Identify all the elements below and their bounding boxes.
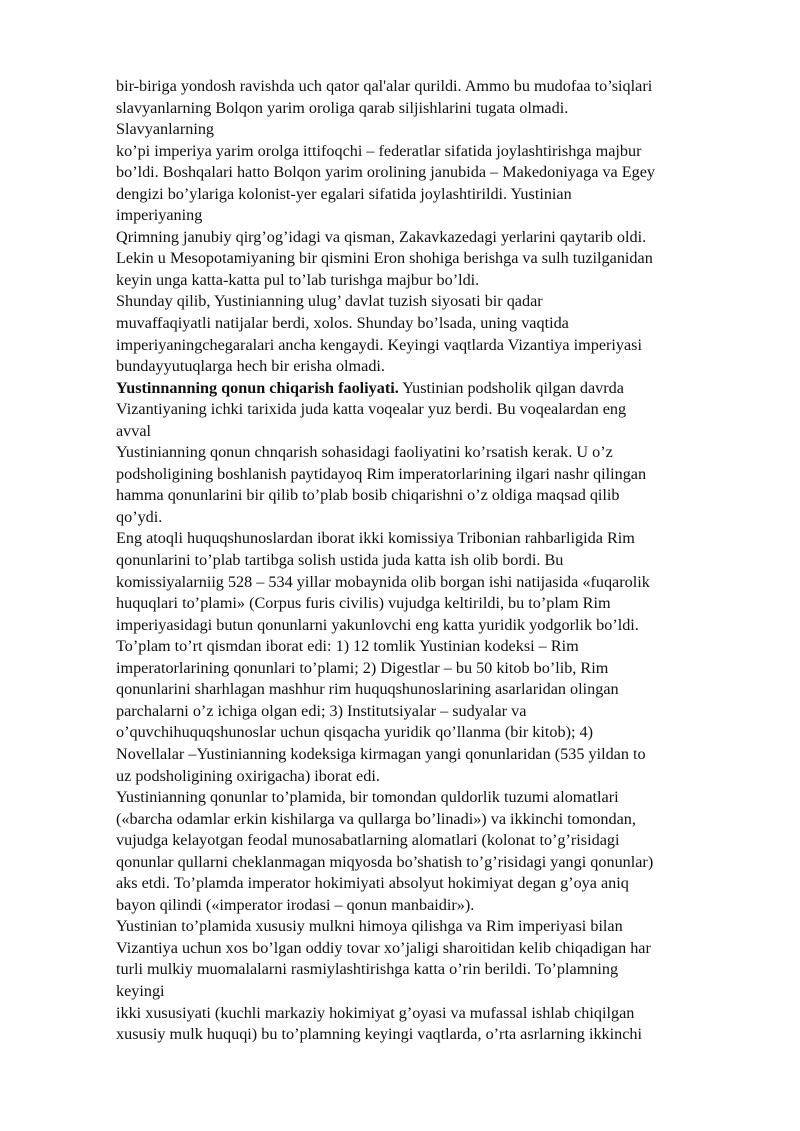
text-line: bundayyutuqlarga hech bir erisha olmadi. <box>116 357 385 376</box>
text-line: qonunlar qullarni cheklanmagan miqyosda bo’shatish to’g’risidagi yangi qonunlar) <box>116 852 654 871</box>
text-line: Novellalar –Yustinianning kodeksiga kirmagan yangi qonunlaridan (535 yildan to <box>116 744 646 763</box>
text-line: parchalarni o’z ichiga olgan edi; 3) Institutsiyalar – sudyalar va <box>116 701 527 720</box>
text-line: dengizi bo’ylariga kolonist-yer egalari sifatida joylashtirildi. Yustinian <box>116 184 572 203</box>
text-line: imperiyaningchegaralari ancha kengaydi. Keyingi vaqtlarda Vizantiya imperiyasi <box>116 335 642 354</box>
text-line: keyingi <box>116 981 165 1000</box>
text-line: Eng atoqli huquqshunoslardan iborat ikki komissiya Tribonian rahbarligida Rim <box>116 529 635 548</box>
text-line: aks etdi. To’plamda imperator hokimiyati absolyut hokimiyat degan g’oya aniq <box>116 874 629 893</box>
text-line: Lekin u Mesopotamiyaning bir qismini Eron shohiga berishga va sulh tuzilganidan <box>116 249 653 268</box>
text-line: huquqlari to’plami» (Corpus furis civilis) vujudga keltirildi, bu to’plam Rim <box>116 594 611 613</box>
text-line: («barcha odamlar erkin kishilarga va qullarga bo’linadi») va ikkinchi tomondan, <box>116 809 636 828</box>
text-line: komissiyalarniig 528 – 534 yillar mobaynida olib borgan ishi natijasida «fuqarolik <box>116 572 650 591</box>
text-line: turli mulkiy muomalalarni rasmiylashtirishga katta o’rin berildi. To’plamning <box>116 960 619 979</box>
text-line: Yustinianning qonun chnqarish sohasidagi faoliyatini ko’rsatish kerak. U o’z <box>116 443 613 462</box>
text-line: avval <box>116 421 152 440</box>
text-line: imperatorlarining qonunlari to’plami; 2) Digestlar – bu 50 kitob bo’lib, Rim <box>116 658 609 677</box>
text-segment: Yustinian podsholik qilgan davrda <box>398 378 624 397</box>
text-line: keyin unga katta-katta pul to’lab turishga majbur bo’ldi. <box>116 270 480 289</box>
text-line: podsholigining boshlanish paytidayoq Rim imperatorlarining ilgari nashr qilingan <box>116 464 647 483</box>
text-line <box>116 378 746 400</box>
text-line: Shunday qilib, Yustinianning ulug’ davlat tuzish siyosati bir qadar <box>116 292 543 311</box>
text-line: Vizantiya uchun xos bo’lgan oddiy tovar xo’jaligi sharoitidan kelib chiqadigan har <box>116 938 651 957</box>
text-line: qo’ydi. <box>116 507 163 526</box>
text-line: muvaffaqiyatli natijalar berdi, xolos. Shunday bo’lsada, uning vaqtida <box>116 314 569 333</box>
text-line: slavyanlarning Bolqon yarim oroliga qarab siljishlarini tugata olmadi. <box>116 98 569 117</box>
text-line: ko’pi imperiya yarim orolga ittifoqchi – federatlar sifatida joylashtirishga majbur <box>116 141 642 160</box>
text-line: ikki xususiyati (kuchli markaziy hokimiyat g’oyasi va mufassal ishlab chiqilgan <box>116 1003 635 1022</box>
text-line: hamma qonunlarini bir qilib to’plab bosib chiqarishni o’z oldiga maqsad qilib <box>116 486 620 505</box>
text-line: To’plam to’rt qismdan iborat edi: 1) 12 tomlik Yustinian kodeksi – Rim <box>116 637 579 656</box>
text-line: Yustinianning qonunlar to’plamida, bir tomondan quldorlik tuzumi alomatlari <box>116 788 619 807</box>
document-page <box>116 76 746 1046</box>
text-line: o’quvchihuquqshunoslar uchun qisqacha yuridik qo’llanma (bir kitob); 4) <box>116 723 593 742</box>
section-heading: Yustinnanning qonun chiqarish faoliyati. <box>116 378 399 397</box>
text-line: qonunlarini to’plab tartibga solish ustida juda katta ish olib bordi. Bu <box>116 551 564 570</box>
text-line: Slavyanlarning <box>116 120 215 139</box>
text-line: bo’ldi. Boshqalari hatto Bolqon yarim orolining janubida – Makedoniyaga va Egey <box>116 163 656 182</box>
text-line: xususiy mulk huquqi) bu to’plamning keyingi vaqtlarda, o’rta asrlarning ikkinchi <box>116 1025 642 1044</box>
text-line: vujudga kelayotgan feodal munosabatlarning alomatlari (kolonat to’g’risidagi <box>116 831 620 850</box>
text-line: imperiyasidagi butun qonunlarni yakunlovchi eng katta yuridik yodgorlik bo’ldi. <box>116 615 639 634</box>
text-line: Vizantiyaning ichki tarixida juda katta voqealar yuz berdi. Bu voqealardan eng <box>116 400 627 419</box>
text-line: Yustinian to’plamida xususiy mulkni himoya qilishga va Rim imperiyasi bilan <box>116 917 623 936</box>
text-line: imperiyaning <box>116 206 203 225</box>
text-line: bir-biriga yondosh ravishda uch qator qal'alar qurildi. Ammo bu mudofaa to’siqlari <box>116 77 653 95</box>
text-line: uz podsholigining oxirigacha) iborat edi. <box>116 766 380 785</box>
text-line: Qrimning janubiy qirg’og’idagi va qisman, Zakavkazedagi yerlarini qaytarib oldi. <box>116 227 647 246</box>
text-line: bayon qilindi («imperator irodasi – qonun manbaidir»). <box>116 895 475 914</box>
text-line: qonunlarini sharhlagan mashhur rim huquqshunoslarining asarlaridan olingan <box>116 680 619 699</box>
